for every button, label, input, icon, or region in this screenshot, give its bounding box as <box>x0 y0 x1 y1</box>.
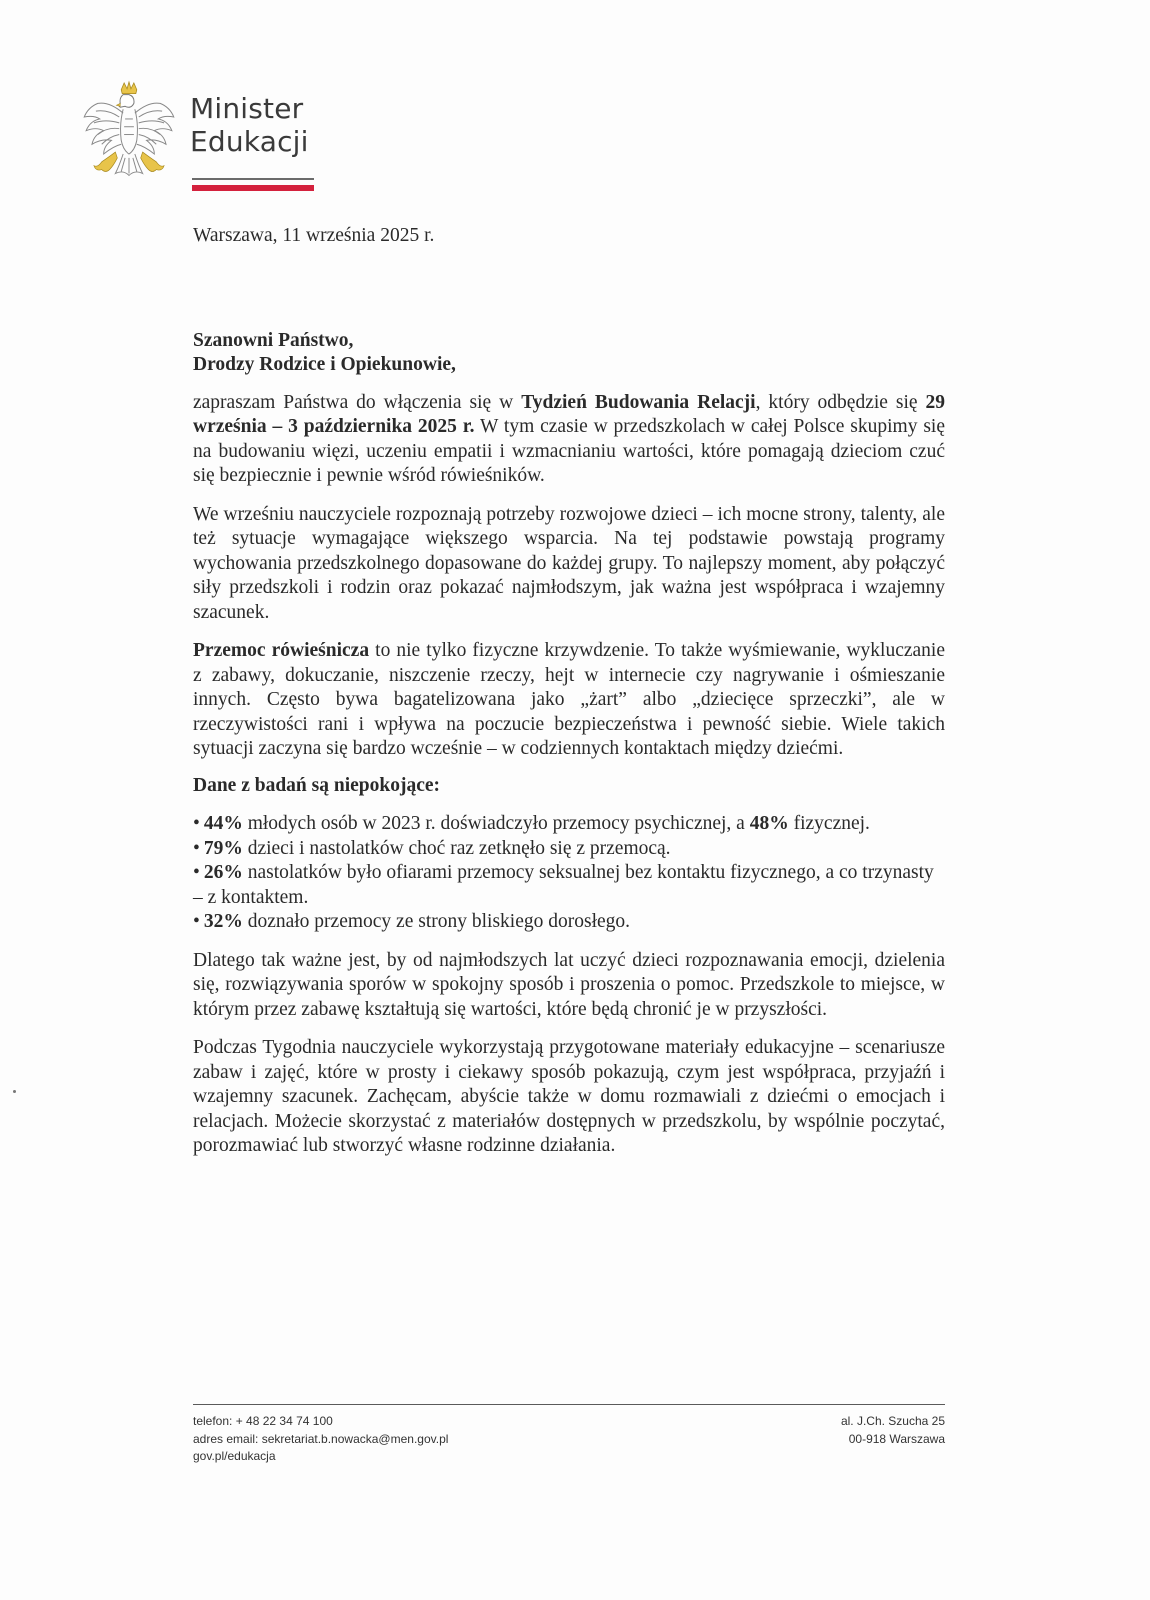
ministry-name-line1: Minister <box>190 92 304 125</box>
ministry-name <box>190 92 309 158</box>
stat-percent: 48% <box>749 813 789 834</box>
bullet-icon: • <box>193 911 200 932</box>
stats-heading: Dane z badań są niepokojące: <box>193 774 441 796</box>
ministry-name-line2: Edukacji <box>190 125 309 158</box>
stat-text: fizycznej. <box>788 813 870 834</box>
stats-list <box>193 812 945 935</box>
stat-text: nastolatków było ofiarami przemocy seksualnej bez kontaktu fizycznego, a co trzynasty – z kontaktem. <box>193 862 934 908</box>
stat-percent: 79% <box>203 837 243 859</box>
stat-item <box>193 812 945 837</box>
bullet-icon: • <box>193 837 200 859</box>
text-span: zapraszam Państwa do włączenia się w <box>193 391 522 413</box>
letterhead <box>80 78 320 198</box>
peer-violence-term: Przemoc rówieśnicza <box>193 640 370 661</box>
letterhead-grey-rule <box>192 178 314 180</box>
salutation <box>193 329 945 378</box>
letter-body <box>193 224 945 1159</box>
paragraph-september: We wrześniu nauczyciele rozpoznają potrzeby rozwojowe dzieci – ich mocne strony, talenty, ale też sytuacje wymagające większego wsparcia. Na tej podstawie powstają programy wychowania przedszkolnego dopasowane do każdej grupy. To najlepszy moment, aby połączyć siły przedszkoli i rodzin oraz pokazać najmłodszym, jak ważna jest współpraca i wzajemny szacunek. <box>193 503 945 623</box>
footer-address-line2: 00-918 Warszawa <box>848 1431 945 1446</box>
bullet-icon: • <box>193 813 200 834</box>
scan-speck <box>13 1090 16 1093</box>
salutation-line2: Drodzy Rodzice i Opiekunowie, <box>193 354 456 375</box>
footer-divider <box>193 1404 945 1405</box>
footer-address <box>841 1413 945 1448</box>
footer-address-line1: al. J.Ch. Szucha 25 <box>840 1414 945 1428</box>
text-span: to nie tylko fizyczne krzywdzenie. To także wyśmiewanie, wykluczanie z zabawy, dokuczanie, niszczenie rzeczy, hejt w internecie czy nagrywanie i ośmieszanie innych. Często bywa bagatelizowana jako „żart” albo „dziecięce sprzeczki”, ale w rzeczywistości rani i wpływa na poczucie bezpieczeństwa i pewność siebie. Wiele takich sytuacji zaczyna się bardzo wcześnie – w codziennych kontaktach między dziećmi. <box>193 640 946 759</box>
stat-percent: 26% <box>203 862 243 883</box>
paragraph-invitation <box>193 391 945 489</box>
stat-text: dzieci i nastolatków choć raz zetknęło się z przemocą. <box>242 837 671 859</box>
paragraph-during-week: Podczas Tygodnia nauczyciele wykorzystają przygotowane materiały edukacyjne – scenariusze zabaw i zajęć, które w prosty i ciekawy sposób pokazują, czym jest współpraca, przyjaźń i wzajemny szacunek. Zachęcam, abyście także w domu rozmawiali z dziećmi o emocjach i relacjach. Możecie skorzystać z materiałów dostępnych w przedszkolu, by wspólnie poczytać, porozmawiać lub stworzyć własne rodzinne działania. <box>193 1037 945 1156</box>
footer-website[interactable]: gov.pl/edukacja <box>193 1449 276 1463</box>
polish-eagle-emblem-icon <box>80 80 178 192</box>
text-span: W tym czasie w przedszkolach w całej Polsce skupimy się na budowaniu więzi, uczeniu empatii i wzmacnianiu wartości, które pomagają dzieciom czuć się bezpiecznie i pewnie wśród rówieśników. <box>193 416 945 486</box>
event-name: Tydzień Budowania Relacji <box>521 391 756 413</box>
text-span: , który odbędzie się <box>755 391 926 413</box>
salutation-line1: Szanowni Państwo, <box>193 329 354 351</box>
paragraph-why-important: Dlatego tak ważne jest, by od najmłodszych lat uczyć dzieci rozpoznawania emocji, dzielenia się, rozwiązywania sporów w spokojny sposób i proszenia o pomoc. Przedszkole to miejsce, w którym przez zabawę kształtują się wartości, które będą chronić je w przyszłości. <box>193 949 945 1020</box>
stat-text: młodych osób w 2023 r. doświadczyło przemocy psychicznej, a <box>242 813 750 834</box>
footer-contact <box>193 1413 448 1466</box>
bullet-icon: • <box>193 862 200 883</box>
footer-phone: telefon: + 48 22 34 74 100 <box>193 1414 333 1428</box>
stat-item <box>193 861 945 910</box>
footer-email[interactable]: adres email: sekretariat.b.nowacka@men.gov.pl <box>193 1431 449 1446</box>
stat-text: doznało przemocy ze strony bliskiego dorosłego. <box>242 911 631 932</box>
stat-percent: 44% <box>203 813 243 834</box>
stat-item <box>193 837 945 862</box>
date-line: Warszawa, 11 września 2025 r. <box>193 225 435 246</box>
event-dates: 29 września – 3 października 2025 r. <box>193 391 945 437</box>
stat-item <box>193 910 945 935</box>
letterhead-red-bar <box>192 185 314 191</box>
paragraph-peer-violence <box>193 639 945 762</box>
stat-percent: 32% <box>203 911 243 932</box>
